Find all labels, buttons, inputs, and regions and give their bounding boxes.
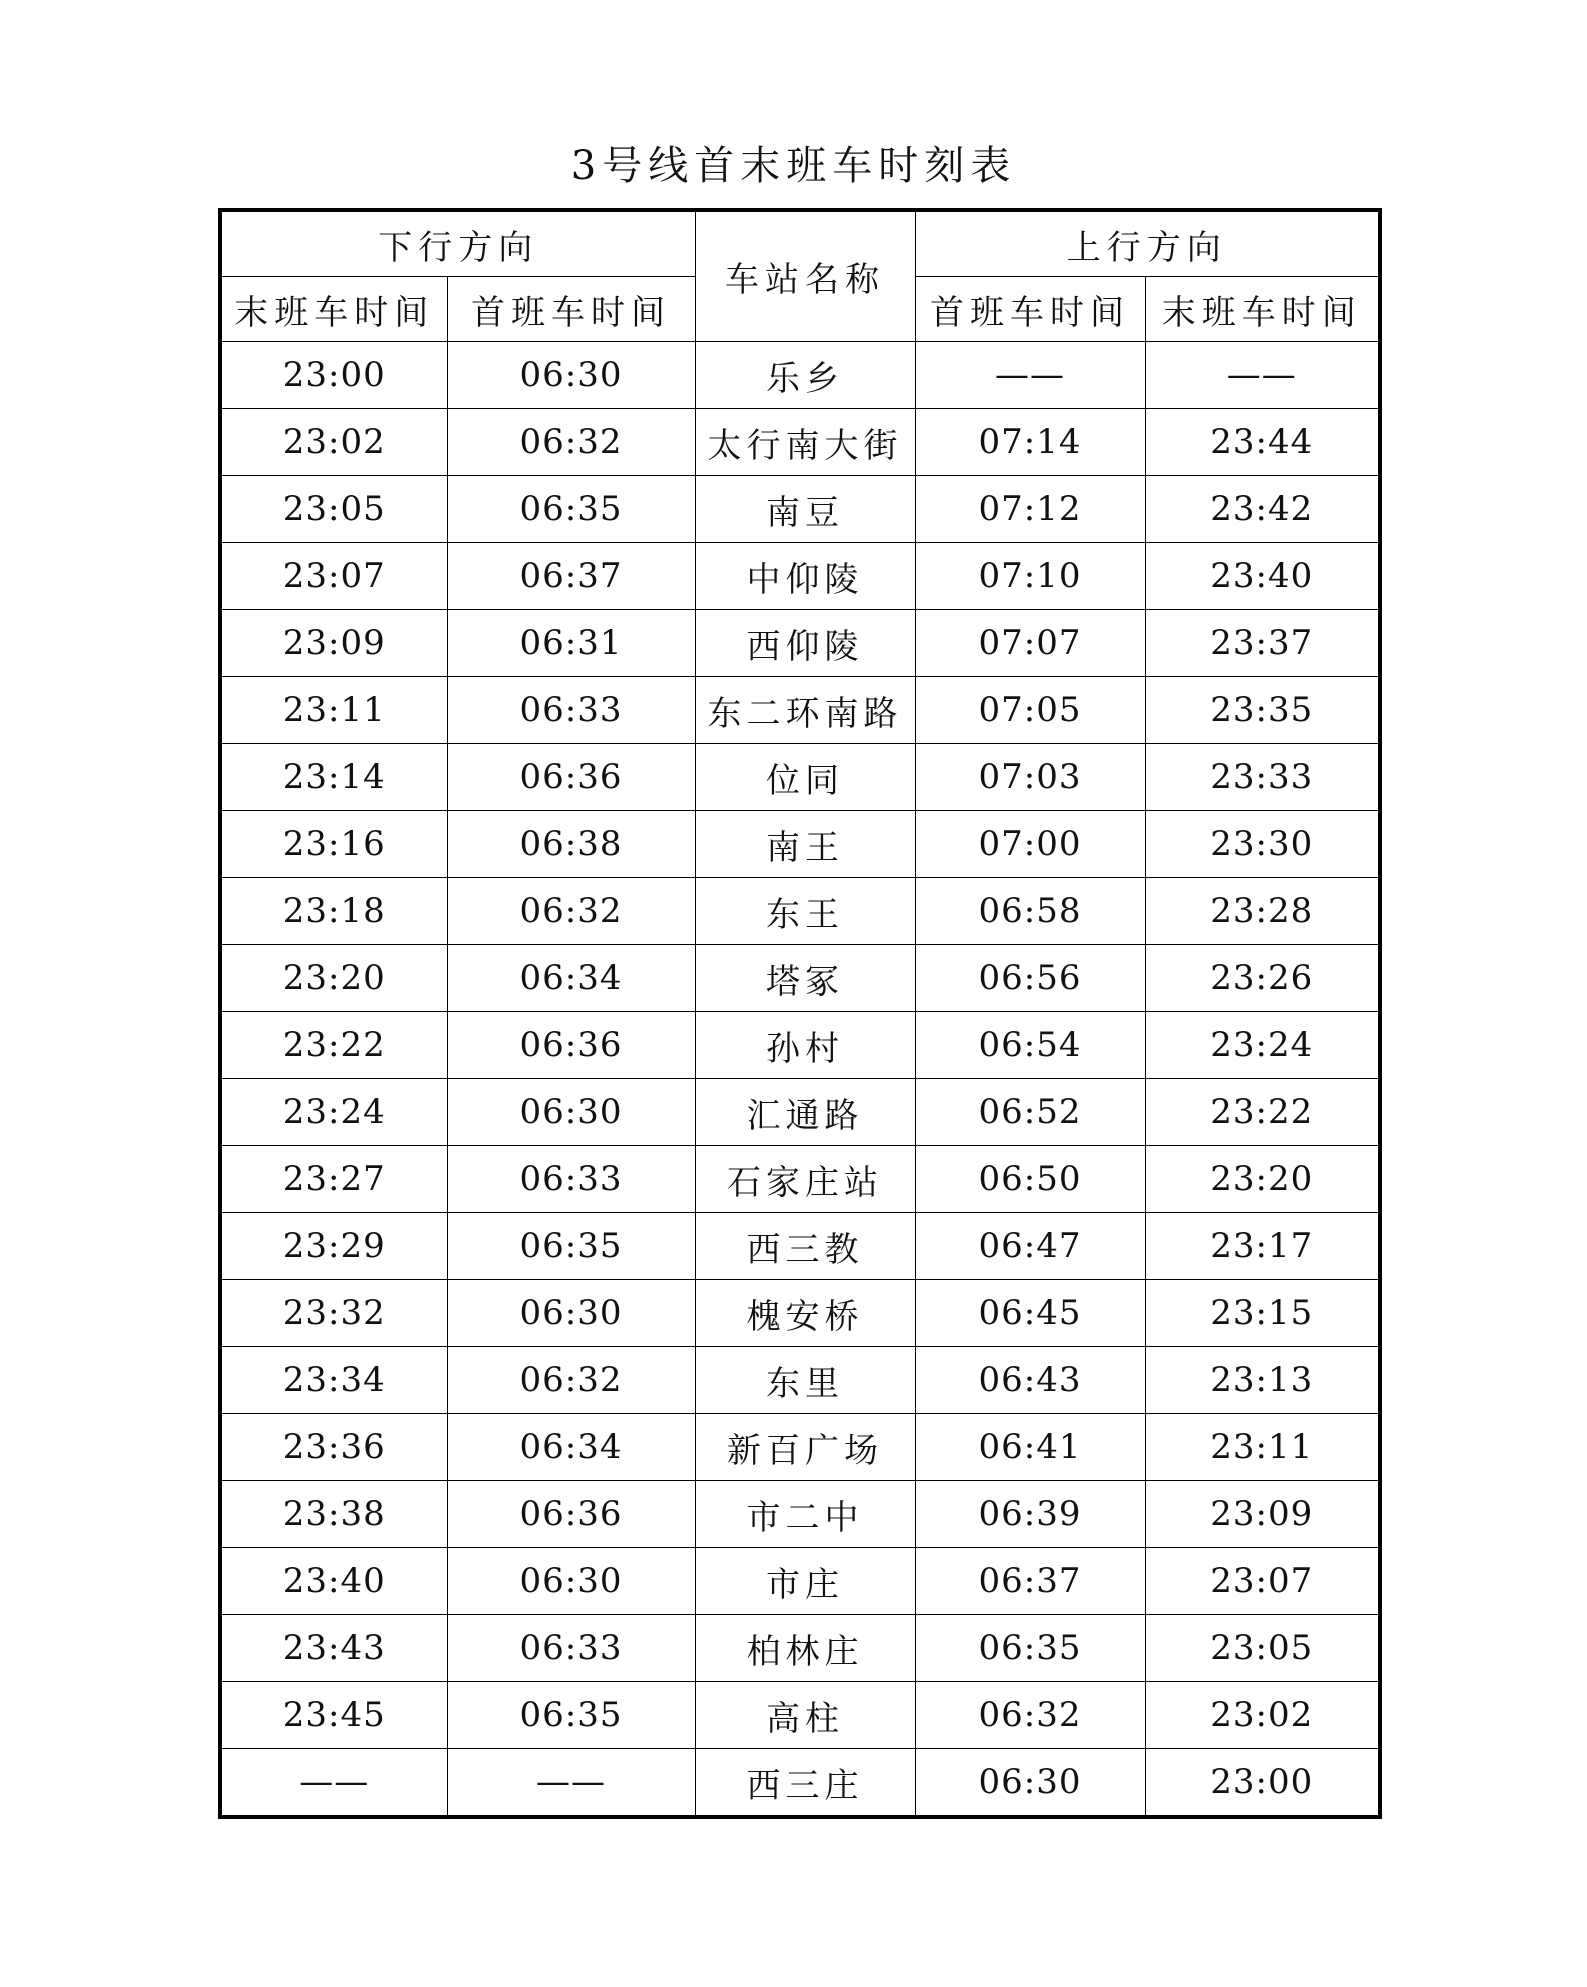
station-name-cell: 太行南大街 <box>695 409 915 476</box>
down-first-train-cell: 06:32 <box>447 1347 695 1414</box>
down-first-train-cell: 06:35 <box>447 1682 695 1749</box>
table-row <box>220 744 1380 811</box>
down-first-train-cell: 06:36 <box>447 1481 695 1548</box>
down-last-train-cell: 23:16 <box>220 811 447 878</box>
up-last-train-cell: 23:24 <box>1145 1012 1380 1079</box>
up-last-train-cell: 23:37 <box>1145 610 1380 677</box>
station-name-cell: 柏林庄 <box>695 1615 915 1682</box>
up-last-train-cell: 23:00 <box>1145 1749 1380 1818</box>
down-last-train-cell: 23:40 <box>220 1548 447 1615</box>
table-row <box>220 1079 1380 1146</box>
down-last-train-cell: 23:18 <box>220 878 447 945</box>
table-row <box>220 342 1380 409</box>
up-first-train-cell: 07:12 <box>915 476 1145 543</box>
down-first-train-cell: 06:32 <box>447 878 695 945</box>
up-first-train-cell: 07:14 <box>915 409 1145 476</box>
down-last-train-cell: 23:14 <box>220 744 447 811</box>
down-last-train-header: 末班车时间 <box>220 277 447 342</box>
down-last-train-cell: 23:02 <box>220 409 447 476</box>
up-first-train-cell: 06:45 <box>915 1280 1145 1347</box>
down-last-train-cell: 23:45 <box>220 1682 447 1749</box>
up-last-train-cell: —— <box>1145 342 1380 409</box>
station-name-cell: 中仰陵 <box>695 543 915 610</box>
down-first-train-cell: 06:37 <box>447 543 695 610</box>
down-first-train-cell: 06:30 <box>447 1079 695 1146</box>
up-last-train-cell: 23:02 <box>1145 1682 1380 1749</box>
up-last-train-cell: 23:11 <box>1145 1414 1380 1481</box>
station-name-cell: 南王 <box>695 811 915 878</box>
down-first-train-header: 首班车时间 <box>447 277 695 342</box>
down-last-train-cell: 23:07 <box>220 543 447 610</box>
up-first-train-cell: 06:39 <box>915 1481 1145 1548</box>
up-first-train-cell: 06:32 <box>915 1682 1145 1749</box>
up-first-train-cell: 07:10 <box>915 543 1145 610</box>
down-last-train-cell: 23:20 <box>220 945 447 1012</box>
down-last-train-cell: 23:32 <box>220 1280 447 1347</box>
table-row <box>220 1414 1380 1481</box>
table-row <box>220 811 1380 878</box>
down-direction-header: 下行方向 <box>220 210 695 277</box>
table-row <box>220 1548 1380 1615</box>
table-row <box>220 1615 1380 1682</box>
down-first-train-cell: 06:36 <box>447 1012 695 1079</box>
up-first-train-cell: —— <box>915 342 1145 409</box>
timetable-body <box>220 342 1380 1818</box>
station-name-cell: 乐乡 <box>695 342 915 409</box>
up-last-train-header: 末班车时间 <box>1145 277 1380 342</box>
down-first-train-cell: 06:30 <box>447 1280 695 1347</box>
up-first-train-header: 首班车时间 <box>915 277 1145 342</box>
up-last-train-cell: 23:33 <box>1145 744 1380 811</box>
station-name-cell: 市庄 <box>695 1548 915 1615</box>
up-last-train-cell: 23:17 <box>1145 1213 1380 1280</box>
up-first-train-cell: 06:43 <box>915 1347 1145 1414</box>
up-first-train-cell: 07:07 <box>915 610 1145 677</box>
station-name-cell: 孙村 <box>695 1012 915 1079</box>
down-last-train-cell: 23:05 <box>220 476 447 543</box>
station-name-cell: 石家庄站 <box>695 1146 915 1213</box>
down-last-train-cell: 23:22 <box>220 1012 447 1079</box>
up-first-train-cell: 07:05 <box>915 677 1145 744</box>
up-last-train-cell: 23:13 <box>1145 1347 1380 1414</box>
table-row <box>220 1682 1380 1749</box>
station-name-cell: 南豆 <box>695 476 915 543</box>
timetable <box>218 208 1382 1819</box>
up-first-train-cell: 06:47 <box>915 1213 1145 1280</box>
station-name-cell: 塔冢 <box>695 945 915 1012</box>
table-row <box>220 476 1380 543</box>
table-row <box>220 945 1380 1012</box>
up-first-train-cell: 06:37 <box>915 1548 1145 1615</box>
table-row <box>220 1280 1380 1347</box>
down-first-train-cell: 06:38 <box>447 811 695 878</box>
table-row <box>220 1146 1380 1213</box>
down-last-train-cell: 23:36 <box>220 1414 447 1481</box>
up-first-train-cell: 06:35 <box>915 1615 1145 1682</box>
table-row <box>220 1213 1380 1280</box>
up-first-train-cell: 06:58 <box>915 878 1145 945</box>
down-first-train-cell: 06:32 <box>447 409 695 476</box>
table-row <box>220 1749 1380 1818</box>
up-first-train-cell: 06:54 <box>915 1012 1145 1079</box>
table-row <box>220 677 1380 744</box>
down-last-train-cell: 23:38 <box>220 1481 447 1548</box>
down-last-train-cell: 23:00 <box>220 342 447 409</box>
down-last-train-cell: 23:27 <box>220 1146 447 1213</box>
up-last-train-cell: 23:28 <box>1145 878 1380 945</box>
down-last-train-cell: 23:09 <box>220 610 447 677</box>
down-first-train-cell: 06:36 <box>447 744 695 811</box>
down-first-train-cell: 06:33 <box>447 677 695 744</box>
station-name-header: 车站名称 <box>695 210 915 342</box>
table-row <box>220 1347 1380 1414</box>
table-row <box>220 878 1380 945</box>
up-direction-header: 上行方向 <box>915 210 1380 277</box>
down-first-train-cell: 06:33 <box>447 1146 695 1213</box>
station-name-cell: 西三教 <box>695 1213 915 1280</box>
station-name-cell: 市二中 <box>695 1481 915 1548</box>
down-first-train-cell: 06:31 <box>447 610 695 677</box>
up-last-train-cell: 23:05 <box>1145 1615 1380 1682</box>
station-name-cell: 位同 <box>695 744 915 811</box>
station-name-cell: 新百广场 <box>695 1414 915 1481</box>
down-first-train-cell: 06:30 <box>447 1548 695 1615</box>
down-last-train-cell: 23:24 <box>220 1079 447 1146</box>
up-first-train-cell: 06:50 <box>915 1146 1145 1213</box>
down-first-train-cell: 06:34 <box>447 945 695 1012</box>
up-last-train-cell: 23:26 <box>1145 945 1380 1012</box>
down-last-train-cell: —— <box>220 1749 447 1818</box>
down-first-train-cell: 06:34 <box>447 1414 695 1481</box>
down-last-train-cell: 23:43 <box>220 1615 447 1682</box>
down-last-train-cell: 23:34 <box>220 1347 447 1414</box>
down-first-train-cell: 06:35 <box>447 1213 695 1280</box>
up-last-train-cell: 23:42 <box>1145 476 1380 543</box>
down-first-train-cell: —— <box>447 1749 695 1818</box>
up-first-train-cell: 06:30 <box>915 1749 1145 1818</box>
up-first-train-cell: 07:03 <box>915 744 1145 811</box>
station-name-cell: 高柱 <box>695 1682 915 1749</box>
up-first-train-cell: 07:00 <box>915 811 1145 878</box>
station-name-cell: 东里 <box>695 1347 915 1414</box>
station-name-cell: 西仰陵 <box>695 610 915 677</box>
table-row <box>220 409 1380 476</box>
up-last-train-cell: 23:15 <box>1145 1280 1380 1347</box>
station-name-cell: 汇通路 <box>695 1079 915 1146</box>
up-first-train-cell: 06:56 <box>915 945 1145 1012</box>
page-title: 3号线首末班车时刻表 <box>570 143 1017 189</box>
station-name-cell: 东二环南路 <box>695 677 915 744</box>
up-last-train-cell: 23:07 <box>1145 1548 1380 1615</box>
up-last-train-cell: 23:30 <box>1145 811 1380 878</box>
up-last-train-cell: 23:09 <box>1145 1481 1380 1548</box>
up-last-train-cell: 23:35 <box>1145 677 1380 744</box>
up-last-train-cell: 23:20 <box>1145 1146 1380 1213</box>
up-last-train-cell: 23:44 <box>1145 409 1380 476</box>
table-row <box>220 543 1380 610</box>
down-first-train-cell: 06:35 <box>447 476 695 543</box>
down-last-train-cell: 23:11 <box>220 677 447 744</box>
up-first-train-cell: 06:41 <box>915 1414 1145 1481</box>
down-first-train-cell: 06:30 <box>447 342 695 409</box>
down-first-train-cell: 06:33 <box>447 1615 695 1682</box>
up-last-train-cell: 23:40 <box>1145 543 1380 610</box>
table-row <box>220 1012 1380 1079</box>
table-row <box>220 610 1380 677</box>
up-first-train-cell: 06:52 <box>915 1079 1145 1146</box>
station-name-cell: 槐安桥 <box>695 1280 915 1347</box>
table-row <box>220 1481 1380 1548</box>
timetable-header <box>220 210 1380 342</box>
down-last-train-cell: 23:29 <box>220 1213 447 1280</box>
station-name-cell: 东王 <box>695 878 915 945</box>
station-name-cell: 西三庄 <box>695 1749 915 1818</box>
up-last-train-cell: 23:22 <box>1145 1079 1380 1146</box>
